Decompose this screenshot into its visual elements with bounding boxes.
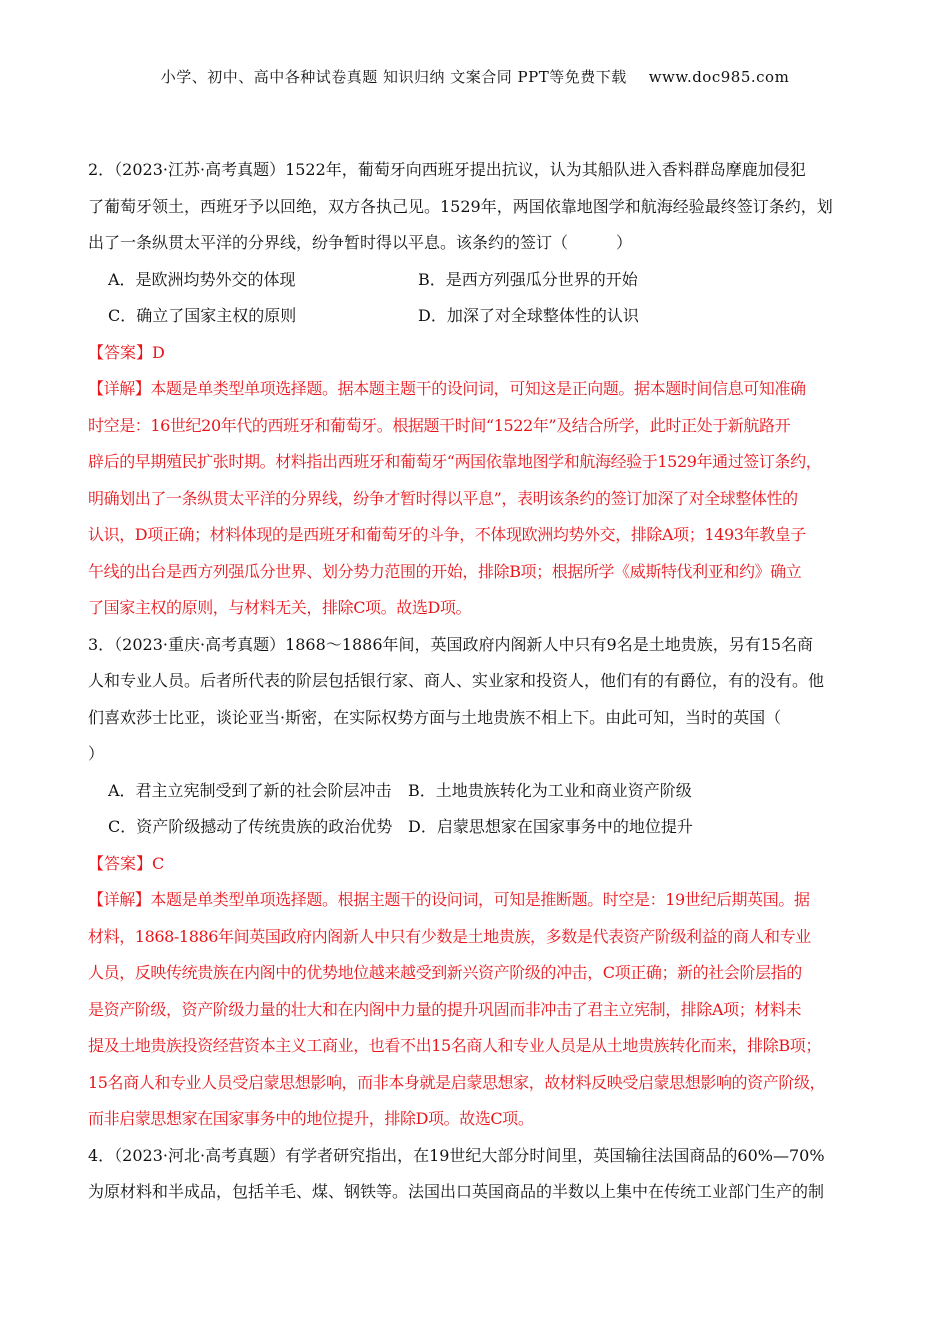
analysis-line: 人员，反映传统贵族在内阁中的优势地位越来越受到新兴资产阶级的冲击，C项正确；新的社会阶层指的	[88, 963, 802, 982]
analysis	[88, 371, 878, 627]
question-line: 了葡萄牙领土，西班牙予以回绝，双方各执己见。1529年，两国依靠地图学和航海经验最终签订条约，划	[88, 196, 833, 216]
question-4	[88, 1138, 878, 1211]
analysis-line: 认识，D项正确；材料体现的是西班牙和葡萄牙的斗争，不体现欧洲均势外交，排除A项；1493年教皇子	[88, 525, 806, 544]
analysis-line: 是资产阶级，资产阶级力量的壮大和在内阁中力量的提升巩固而非冲击了君主立宪制，排除A项；材料未	[88, 999, 802, 1019]
question-line: ）	[88, 744, 105, 763]
analysis-line: 材料，1868-1886年间英国政府内阁新人中只有少数是土地贵族，多数是代表资产阶级利益的商人和专业	[88, 926, 811, 946]
analysis-line: 【详解】本题是单类型单项选择题。根据主题干的设问词，可知是推断题。时空是：19世纪后期英国。据	[88, 890, 810, 909]
analysis-line: 提及土地贵族投资经营资本主义工商业，也看不出15名商人和专业人员是从土地贵族转化而来，排除B项；	[88, 1036, 821, 1055]
analysis	[88, 882, 878, 1138]
header-text: 小学、初中、高中各种试卷真题 知识归纳 文案合同 PPT等免费下载	[160, 68, 627, 86]
option-row	[88, 809, 878, 846]
answer: 【答案】D	[88, 342, 165, 362]
analysis-line: 明确划出了一条纵贯太平洋的分界线，纷争才暂时得以平息”，表明该条约的签订加深了对全球整体性的	[88, 488, 798, 508]
option-d: D．启蒙思想家在国家事务中的地位提升	[408, 817, 693, 836]
option-a: A．君主立宪制受到了新的社会阶层冲击	[108, 780, 392, 800]
option-b: B．是西方列强瓜分世界的开始	[418, 269, 638, 289]
question-line: 们喜欢莎士比亚，谈论亚当·斯密，在实际权势方面与土地贵族不相上下。由此可知，当时的英国（	[88, 707, 782, 727]
question-2	[88, 152, 878, 627]
question-line: 人和专业人员。后者所代表的阶层包括银行家、商人、实业家和投资人，他们有的有爵位，有的没有。他	[88, 671, 825, 690]
question-3	[88, 627, 878, 1138]
option-c: C．确立了国家主权的原则	[108, 306, 297, 325]
option-d: D．加深了对全球整体性的认识	[418, 306, 639, 325]
option-a: A．是欧洲均势外交的体现	[108, 269, 296, 289]
analysis-line: 午线的出台是西方列强瓜分世界、划分势力范围的开始，排除B项；根据所学《威斯特伐利亚和约》确立	[88, 561, 802, 581]
analysis-line: 【详解】本题是单类型单项选择题。据本题主题干的设问词，可知这是正向题。据本题时间信息可知准确	[88, 379, 806, 398]
header-site: www.doc985.com	[648, 68, 790, 86]
analysis-line: 时空是：16世纪20年代的西班牙和葡萄牙。根据题干时间“1522年”及结合所学，此时正处于新航路开	[88, 415, 791, 435]
question-line: 2．（2023·江苏·高考真题）1522年，葡萄牙向西班牙提出抗议，认为其船队进入香料群岛摩鹿加侵犯	[88, 160, 806, 179]
analysis-line: 而非启蒙思想家在国家事务中的地位提升，排除D项。故选C项。	[88, 1109, 534, 1128]
analysis-line: 了国家主权的原则，与材料无关，排除C项。故选D项。	[88, 598, 472, 617]
option-c: C．资产阶级撼动了传统贵族的政治优势	[108, 817, 393, 836]
option-row	[88, 298, 878, 335]
option-b: B．土地贵族转化为工业和商业资产阶级	[408, 780, 692, 800]
analysis-line: 辟后的早期殖民扩张时期。材料指出西班牙和葡萄牙“两国依靠地图学和航海经验于1529年通过签订条约，	[88, 452, 822, 471]
option-row	[88, 262, 878, 299]
question-line: 4．（2023·河北·高考真题）有学者研究指出，在19世纪大部分时间里，英国输往法国商品的60%—70%	[88, 1145, 825, 1165]
analysis-line: 15名商人和专业人员受启蒙思想影响，而非本身就是启蒙思想家，故材料反映受启蒙思想影响的资产阶级，	[88, 1072, 826, 1092]
question-line: 出了一条纵贯太平洋的分界线，纷争暂时得以平息。该条约的签订（ ）	[88, 233, 633, 252]
question-line: 为原材料和半成品，包括羊毛、煤、钢铁等。法国出口英国商品的半数以上集中在传统工业部门生产的制	[88, 1182, 825, 1201]
question-line: 3．（2023·重庆·高考真题）1868～1886年间，英国政府内阁新人中只有9名是土地贵族，另有15名商	[88, 634, 814, 654]
page-header	[0, 66, 950, 87]
answer: 【答案】C	[88, 853, 165, 873]
document-body	[88, 152, 878, 1211]
option-row	[88, 773, 878, 810]
